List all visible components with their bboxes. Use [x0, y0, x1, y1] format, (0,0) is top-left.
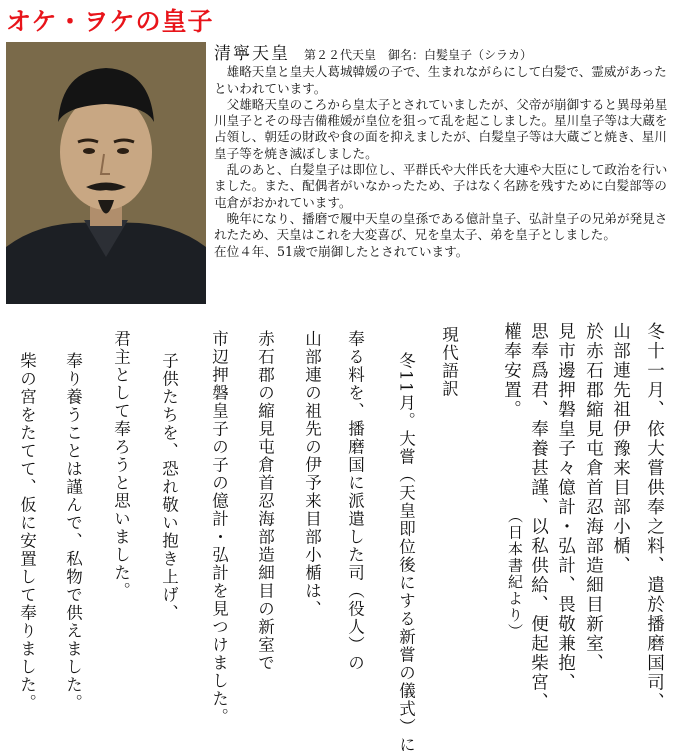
bio-paragraph: 雄略天皇と皇夫人葛城韓媛の子で、生まれながらにして白髪で、霊威があったといわれています。 [214, 64, 667, 96]
kanbun-source: （日本書紀より） [506, 508, 524, 640]
kanbun-line: 見市邊押磐皇子々億計・弘計、畏敬兼抱、 [555, 322, 576, 693]
translation-line: 奉る料を、播磨国に派遣した司（役人）の [345, 330, 365, 672]
kanbun-line: 山部連先祖伊豫来目部小楯、 [610, 322, 631, 576]
emperor-portrait [6, 42, 206, 304]
translation-line: 赤石郡の縮見屯倉首忍海部造細目の新室で [255, 330, 275, 672]
bio-paragraph: 晩年になり、播磨で履中天皇の皇孫である億計皇子、弘計皇子の兄弟が発見されたため、天皇はこれを大変喜び、兄を皇太子、弟を皇子としました。 [214, 210, 668, 243]
translation-line: 市辺押磐皇子の子の億計・弘計を見つけました。 [209, 330, 229, 726]
emperor-meta: 第２２代天皇 御名：白髪皇子（シラカ） [304, 48, 533, 62]
translation-line: 山部連の祖先の伊予来目部小楯は、 [302, 330, 322, 618]
translation-line: 奉り養うことは謹んで、私物で供えました。 [63, 352, 83, 712]
translation-line: 君主として奉ろうと思いました。 [111, 330, 131, 600]
bio-reign: 在位４年、51歳で崩御したとされています。 [214, 243, 469, 259]
translation-line: 柴の宮をたてて、仮に安置して奉りました。 [17, 352, 37, 712]
bio-paragraph: 父雄略天皇のころから皇太子とされていましたが、父帝が崩御すると異母弟星川皇子とその母吉備稚媛が皇位を狙って乱を起こしました。星川皇子等は大蔵を占領し、朝廷の財政や食の面を抑えましたが、白髪皇子等は大蔵ごと焼き、星川皇子等を焼き滅ぼしました。 [214, 96, 668, 161]
emperor-name: 清寧天皇 [214, 44, 290, 64]
page-title: オケ・ヲケの皇子 [6, 7, 214, 36]
bio-paragraph: 乱のあと、白髪皇子は即位し、平群氏や大伴氏を大連や大臣にして政治を行いました。また、配偶者がいなかったため、子はなく名跡を残すために白髪部等の屯倉がおかれています。 [214, 162, 668, 210]
translation-line: 子供たちを、恐れ敬い抱き上げ、 [159, 352, 179, 622]
kanbun-line: 於赤石郡縮見屯倉首忍海部造細目新室、 [583, 322, 604, 673]
kanbun-line: 冬十一月、依大嘗供奉之料、遣於播磨国司、 [644, 322, 665, 712]
portrait-image [6, 42, 206, 304]
biography [214, 46, 670, 260]
translation-line: 冬11月。大嘗（天皇即位後にする新嘗の儀式）に [396, 352, 416, 754]
kanbun-line: 思奉爲君、奉養甚謹、以私供給、便起柴宮、 [528, 322, 549, 712]
kanbun-line: 權奉安置。 [501, 322, 522, 420]
translation-heading: 現代語訳 [439, 326, 459, 398]
bio-header [214, 46, 670, 63]
